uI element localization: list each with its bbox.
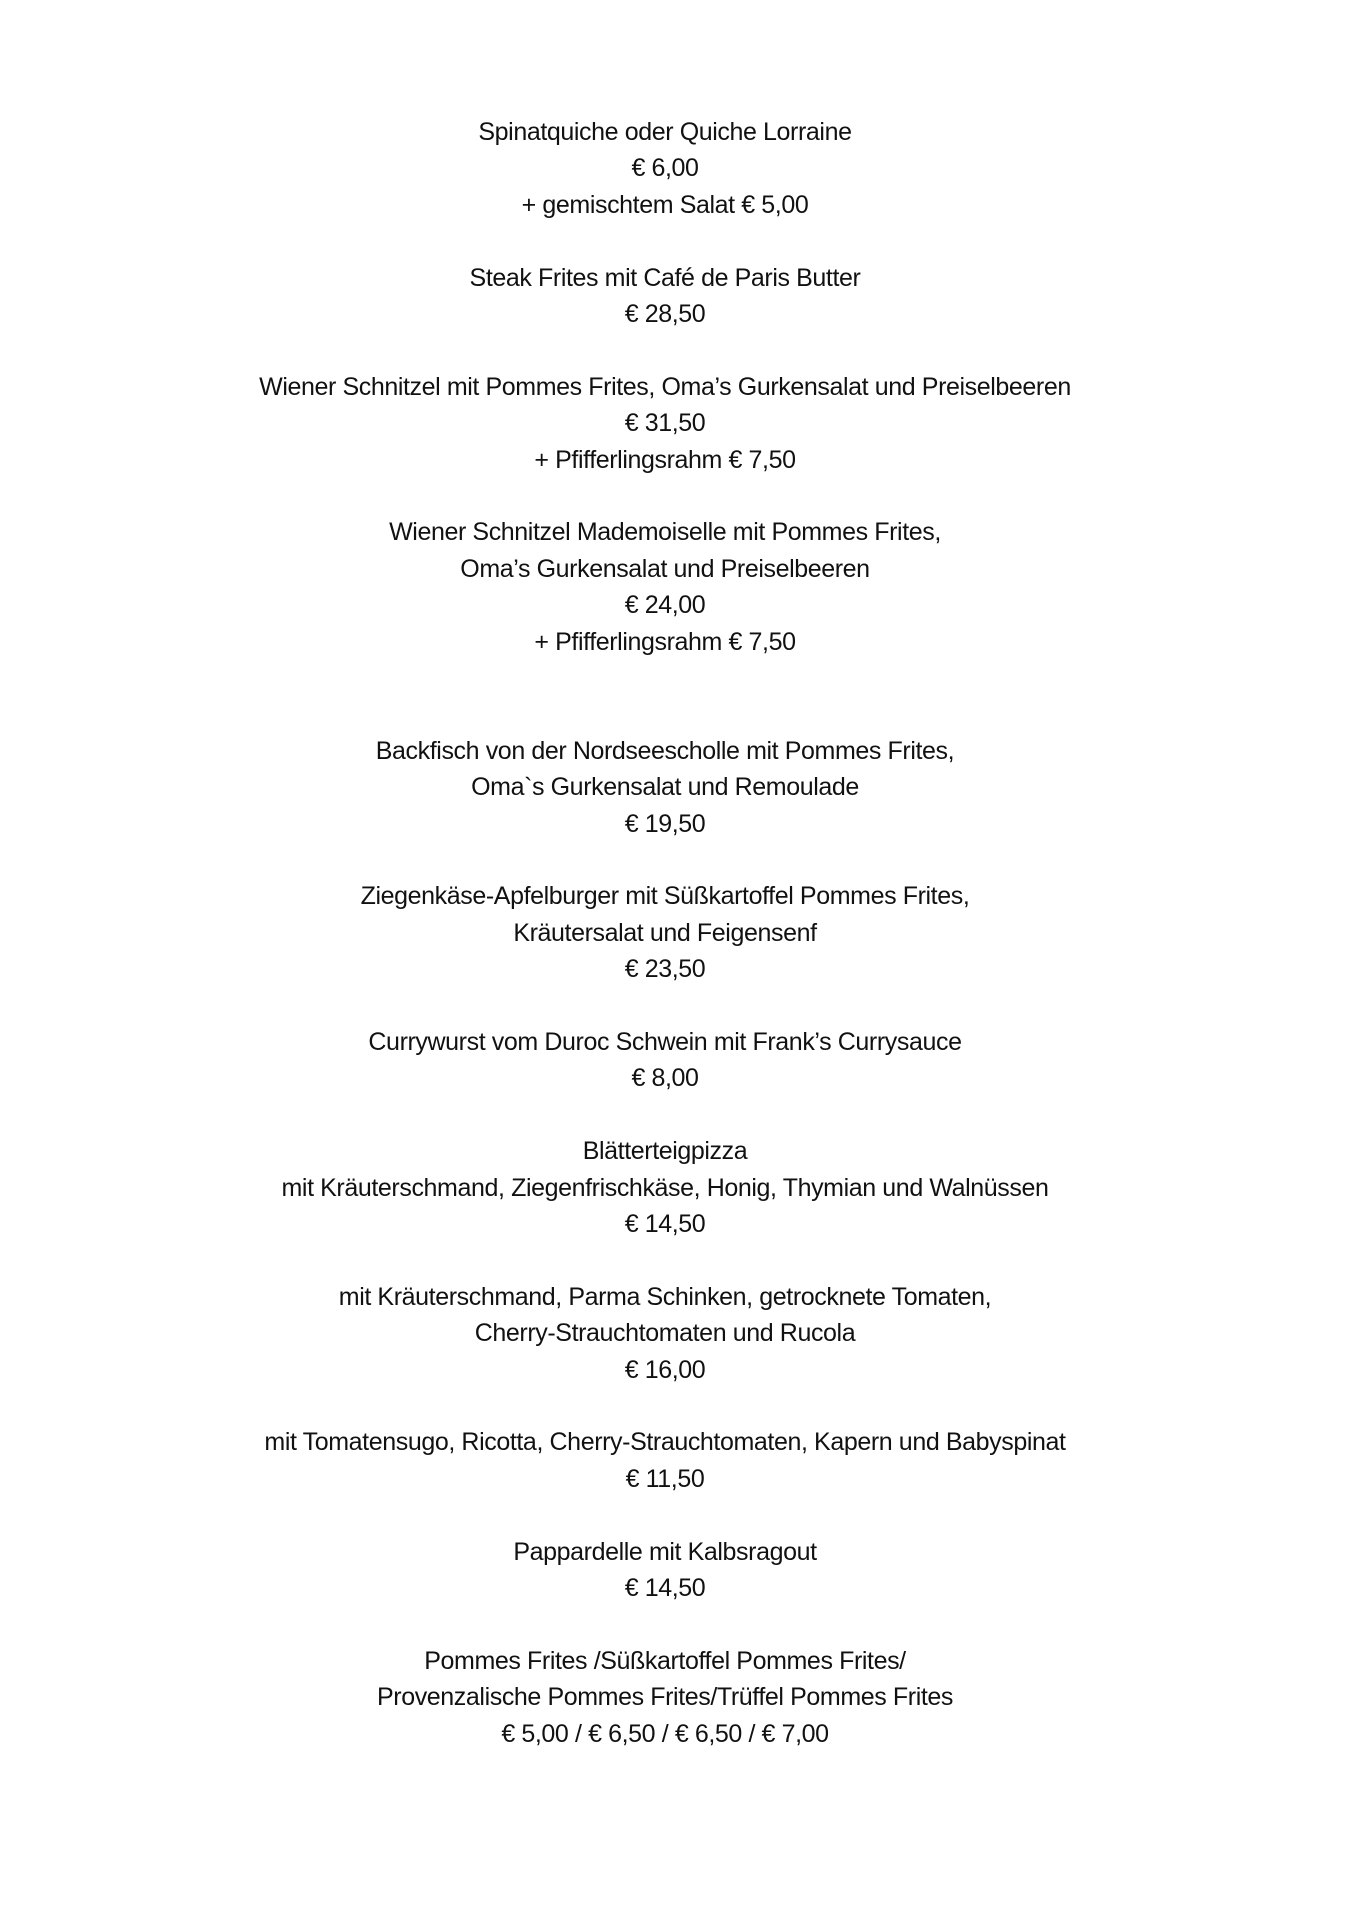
menu-item-ziegenkaese-burger xyxy=(0,878,1330,987)
item-description: Cherry-Strauchtomaten und Rucola xyxy=(474,1319,856,1348)
item-description: Oma’s Gurkensalat und Preiselbeeren xyxy=(460,554,870,583)
menu-item-wiener-schnitzel xyxy=(0,369,1330,478)
item-description: Oma`s Gurkensalat und Remoulade xyxy=(471,773,859,802)
item-price: € 28,50 xyxy=(624,300,706,329)
spacer xyxy=(0,988,1330,1024)
menu-item-pappardelle xyxy=(0,1534,1330,1607)
item-price: € 23,50 xyxy=(624,955,706,984)
item-price: € 16,00 xyxy=(624,1355,706,1384)
spacer xyxy=(0,660,1330,733)
item-price: € 8,00 xyxy=(631,1064,699,1093)
section-heading: Blätterteigpizza xyxy=(582,1137,748,1166)
menu-item-pizza-parma xyxy=(0,1279,1330,1388)
spacer xyxy=(0,842,1330,878)
item-price: € 5,00 / € 6,50 / € 6,50 / € 7,00 xyxy=(501,1719,829,1748)
item-name: Pappardelle mit Kalbsragout xyxy=(513,1537,817,1566)
item-description: mit Kräuterschmand, Ziegenfrischkäse, Honig, Thymian und Walnüssen xyxy=(281,1173,1049,1202)
spacer xyxy=(0,1497,1330,1533)
item-price: € 6,00 xyxy=(631,154,699,183)
item-price: € 11,50 xyxy=(625,1464,705,1493)
spacer xyxy=(0,1607,1330,1643)
spacer xyxy=(0,1388,1330,1424)
menu-item-steak-frites xyxy=(0,260,1330,333)
menu-item-schnitzel-mademoiselle xyxy=(0,514,1330,660)
item-description: mit Tomatensugo, Ricotta, Cherry-Strauchtomaten, Kapern und Babyspinat xyxy=(264,1428,1066,1457)
spacer xyxy=(0,223,1330,259)
item-price: € 14,50 xyxy=(624,1210,706,1239)
item-price: € 14,50 xyxy=(624,1574,706,1603)
spacer xyxy=(0,1242,1330,1278)
menu-item-pizza-ziegenfrischkaese xyxy=(0,1133,1330,1242)
menu-item-pizza-ricotta xyxy=(0,1424,1330,1497)
item-name: Backfisch von der Nordseescholle mit Pommes Frites, xyxy=(375,736,955,765)
menu-item-pommes-frites xyxy=(0,1643,1330,1752)
item-description: mit Kräuterschmand, Parma Schinken, getrocknete Tomaten, xyxy=(338,1282,992,1311)
menu-item-backfisch xyxy=(0,733,1330,842)
item-extra: + gemischtem Salat € 5,00 xyxy=(521,190,809,219)
item-description: Kräutersalat und Feigensenf xyxy=(513,918,817,947)
menu-page xyxy=(0,114,1330,1752)
item-extra: + Pfifferlingsrahm € 7,50 xyxy=(534,627,796,656)
menu-item-currywurst xyxy=(0,1024,1330,1097)
item-price: € 31,50 xyxy=(624,409,706,438)
item-name: Ziegenkäse-Apfelburger mit Süßkartoffel Pommes Frites, xyxy=(360,882,970,911)
item-description: Provenzalische Pommes Frites/Trüffel Pommes Frites xyxy=(377,1683,953,1712)
item-name: Spinatquiche oder Quiche Lorraine xyxy=(478,118,852,146)
item-name: Wiener Schnitzel mit Pommes Frites, Oma’s Gurkensalat und Preiselbeeren xyxy=(259,372,1071,401)
item-price: € 24,00 xyxy=(624,591,706,620)
item-name: Wiener Schnitzel Mademoiselle mit Pommes Frites, xyxy=(389,518,941,547)
item-name: Currywurst vom Duroc Schwein mit Frank’s Currysauce xyxy=(368,1028,962,1057)
menu-item-quiche xyxy=(0,114,1330,223)
spacer xyxy=(0,1097,1330,1133)
item-name: Steak Frites mit Café de Paris Butter xyxy=(469,263,861,292)
item-price: € 19,50 xyxy=(624,809,706,838)
spacer xyxy=(0,332,1330,368)
item-extra: + Pfifferlingsrahm € 7,50 xyxy=(534,445,796,474)
spacer xyxy=(0,478,1330,514)
item-name: Pommes Frites /Süßkartoffel Pommes Frites/ xyxy=(424,1646,906,1675)
